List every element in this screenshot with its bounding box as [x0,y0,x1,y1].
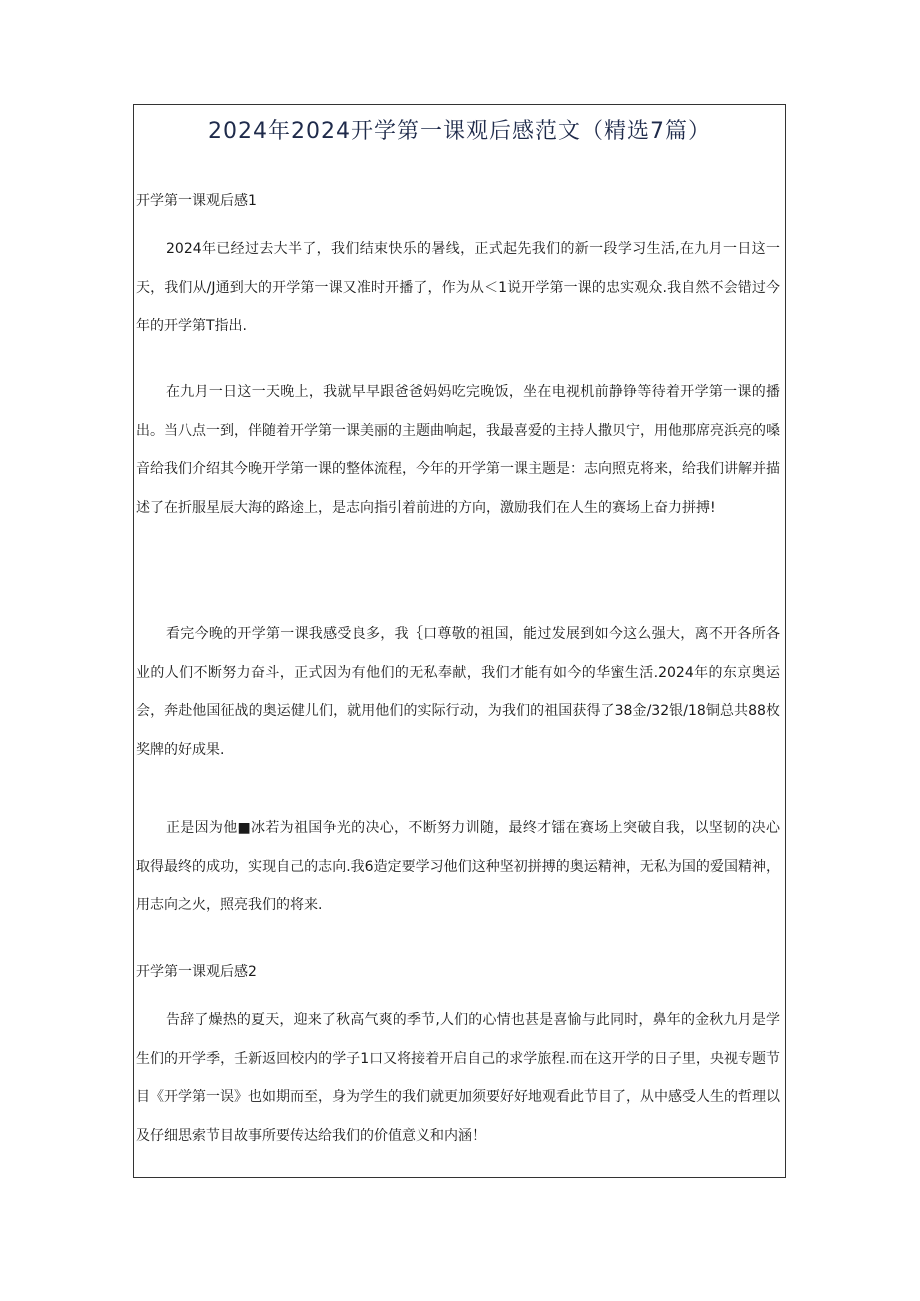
paragraph: 告辞了燥热的夏天，迎来了秋高气爽的季节,人们的心情也甚是喜愉与此同时，鼻年的金秋九月是学生们的开学季，壬新返回校内的学子1口又将接着开启自己的求学旅程.而在这开学的日子里，央视专题节目《开学第一误》也如期而至，身为学生的我们就更加须要好好地观看此节目了，从中感受人生的哲理以及仔细思索节目故事所要传达给我们的价值意义和内涵！ [136,1012,780,1144]
paragraph: 在九月一日这一天晚上，我就早早跟爸爸妈妈吃完晚饭，坐在电视机前静铮等待着开学第一课的播出。当八点一到，伴随着开学第一课美丽的主题曲响起，我最喜爱的主持人撒贝宁，用他那席亮浜亮的嗓音给我们介绍其今晚开学第一课的整体流程，今年的开学第一课主题是：志向照克将来，给我们讲解并描述了在折服星辰大海的路途上，是志向指引着前进的方向，激励我们在人生的赛场上奋力拼搏! [136,384,780,516]
document-title: 2024年2024开学第一课观后感范文（精选7篇） [208,119,711,144]
paragraph: 正是因为他■冰若为祖国争光的决心，不断努力训随，最终才镭在赛场上突破自我，以坚韧的决心取得最终的成功，实现自己的志向.我6造定要学习他们这种坚初拼搏的奥运精神，无私为国的爱国精神，用志向之火，照亮我们的将来. [136,820,780,914]
section-heading-2: 开学第一课观后感2 [136,964,257,980]
paragraph: 2024年已经过去大半了，我们结束快乐的暑线，正式起先我们的新一段学习生活,在九月一日这一天，我们从/J通到大的开学第一课又准时开播了，作为从＜1说开学第一课的忠实观众.我自然不会错过今年的开学第T指出. [136,241,780,335]
paragraph: 看完今晚的开学第一课我感受良多，我｛口尊敬的祖国，能过发展到如今这么强大，离不开各所各业的人们不断努力奋斗，正式因为有他们的无私奉献，我们才能有如今的华蜜生活.2024年的东京奥运会，奔赴他国征战的奥运健儿们，就用他们的实际行动，为我们的祖国获得了38金/32银/18铜总共88枚奖牌的好成果. [136,626,780,758]
document-page [133,104,786,1178]
section-heading-1: 开学第一课观后感1 [136,193,257,209]
